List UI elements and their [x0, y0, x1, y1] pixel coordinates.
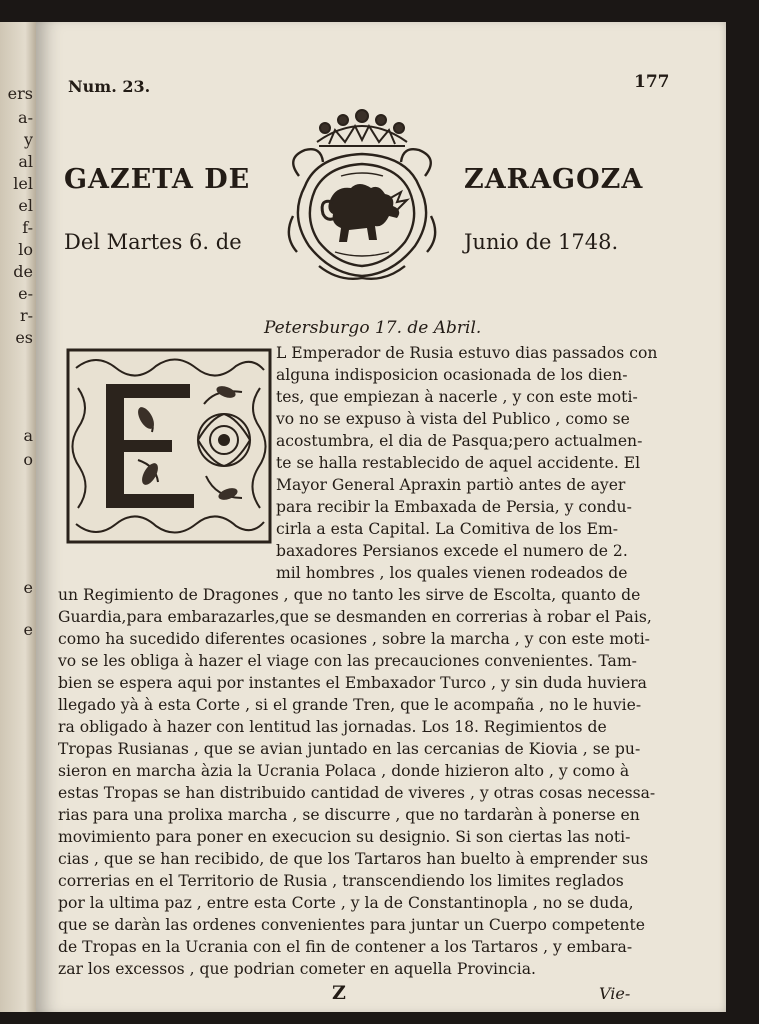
article-line: rias para una prolixa marcha , se discurre , que no tardaràn à ponerse en: [58, 806, 640, 824]
left-page-fragment: a: [23, 426, 33, 445]
article-line: por la ultima paz , entre esta Corte , y la de Constantinopla , no se duda,: [58, 894, 634, 912]
article-line: llegado yà à esta Corte , si el grande Tren, que le acompaña , no le huvie-: [58, 696, 642, 714]
masthead-right: ZARAGOZA: [464, 164, 644, 195]
left-page-fragment: al: [18, 152, 33, 171]
date-left: Del Martes 6. de: [64, 230, 242, 254]
article-line: Guardia,para embarazarles,que se desmanden en correrias à robar el Pais,: [58, 608, 652, 626]
article-dateline: Petersburgo 17. de Abril.: [264, 318, 482, 338]
article-line: bien se espera aqui por instantes el Embaxador Turco , y sin duda huviera: [58, 674, 647, 692]
article-line: L Emperador de Rusia estuvo dias passados con: [276, 344, 658, 362]
article-line: te se halla restablecido de aquel accidente. El: [276, 454, 641, 472]
article-line: para recibir la Embaxada de Persia, y condu-: [276, 498, 632, 516]
article-line: un Regimiento de Dragones , que no tanto les sirve de Escolta, quanto de: [58, 586, 641, 604]
left-page-fragment: r-: [19, 306, 33, 325]
left-page-fragment: y: [23, 130, 33, 149]
issue-number: Num. 23.: [68, 77, 151, 96]
decorated-initial-e-icon: [66, 348, 272, 544]
left-page-fragment: es: [15, 328, 33, 347]
page-number: 177: [634, 72, 670, 92]
left-page-fragment: e: [23, 620, 33, 639]
article-line: correrias en el Territorio de Rusia , transcendiendo los limites reglados: [58, 872, 624, 890]
article-line: de Tropas en la Ucrania con el fin de contener a los Tartaros , y embara-: [58, 938, 633, 956]
gazette-page: [36, 22, 726, 1012]
article-line: mil hombres , los quales vienen rodeados de: [276, 564, 628, 582]
article-line: cirla a esta Capital. La Comitiva de los Em-: [276, 520, 619, 538]
left-page-fragment: e: [23, 578, 33, 597]
left-page-fragment: lo: [18, 240, 33, 259]
article-line: estas Tropas se han distribuido cantidad de viveres , y otras cosas necessa-: [58, 784, 656, 802]
article-line: Tropas Rusianas , que se avian juntado en las cercanias de Kiovia , se pu-: [58, 740, 641, 758]
article-line: acostumbra, el dia de Pasqua;pero actualmen-: [276, 432, 643, 450]
article-line: baxadores Persianos excede el numero de 2.: [276, 542, 628, 560]
left-page-fragment: f-: [22, 218, 33, 237]
left-page-fragment: ers: [7, 84, 33, 103]
left-page-fragment: a-: [18, 108, 33, 127]
signature-mark: Z: [332, 982, 346, 1004]
article-line: que se daràn las ordenes convenientes para juntar un Cuerpo competente: [58, 916, 645, 934]
masthead-left: GAZETA DE: [64, 164, 251, 195]
article-line: sieron en marcha àzia la Ucrania Polaca , donde hizieron alto , y como à: [58, 762, 630, 780]
article-line: alguna indisposicion ocasionada de los dien-: [276, 366, 628, 384]
article-line: cias , que se han recibido, de que los Tartaros han buelto à emprender sus: [58, 850, 649, 868]
article-line: vo se les obliga à hazer el viage con las precauciones convenientes. Tam-: [58, 652, 637, 670]
left-page-fragment: e-: [18, 284, 33, 303]
article-line: tes, que empiezan à nacerle , y con este moti-: [276, 388, 638, 406]
lion-crest-icon: [279, 106, 445, 282]
left-page-edge: [0, 22, 36, 1012]
article-line: Mayor General Apraxin partiò antes de ayer: [276, 476, 626, 494]
left-page-fragment: lel: [13, 174, 33, 193]
catchword: Vie-: [599, 984, 631, 1003]
left-page-fragment: el: [18, 196, 33, 215]
article-line: movimiento para poner en execucion su designio. Si son ciertas las noti-: [58, 828, 631, 846]
left-page-fragment: de: [13, 262, 33, 281]
article-line: como ha sucedido diferentes ocasiones , sobre la marcha , y con este moti-: [58, 630, 650, 648]
article-line: ra obligado à hazer con lentitud las jornadas. Los 18. Regimientos de: [58, 718, 607, 736]
article-line: vo no se expuso à vista del Publico , como se: [276, 410, 630, 428]
date-right: Junio de 1748.: [464, 230, 619, 254]
left-page-fragment: o: [23, 450, 33, 469]
article-line: zar los excessos , que podrian cometer en aquella Provincia.: [58, 960, 537, 978]
